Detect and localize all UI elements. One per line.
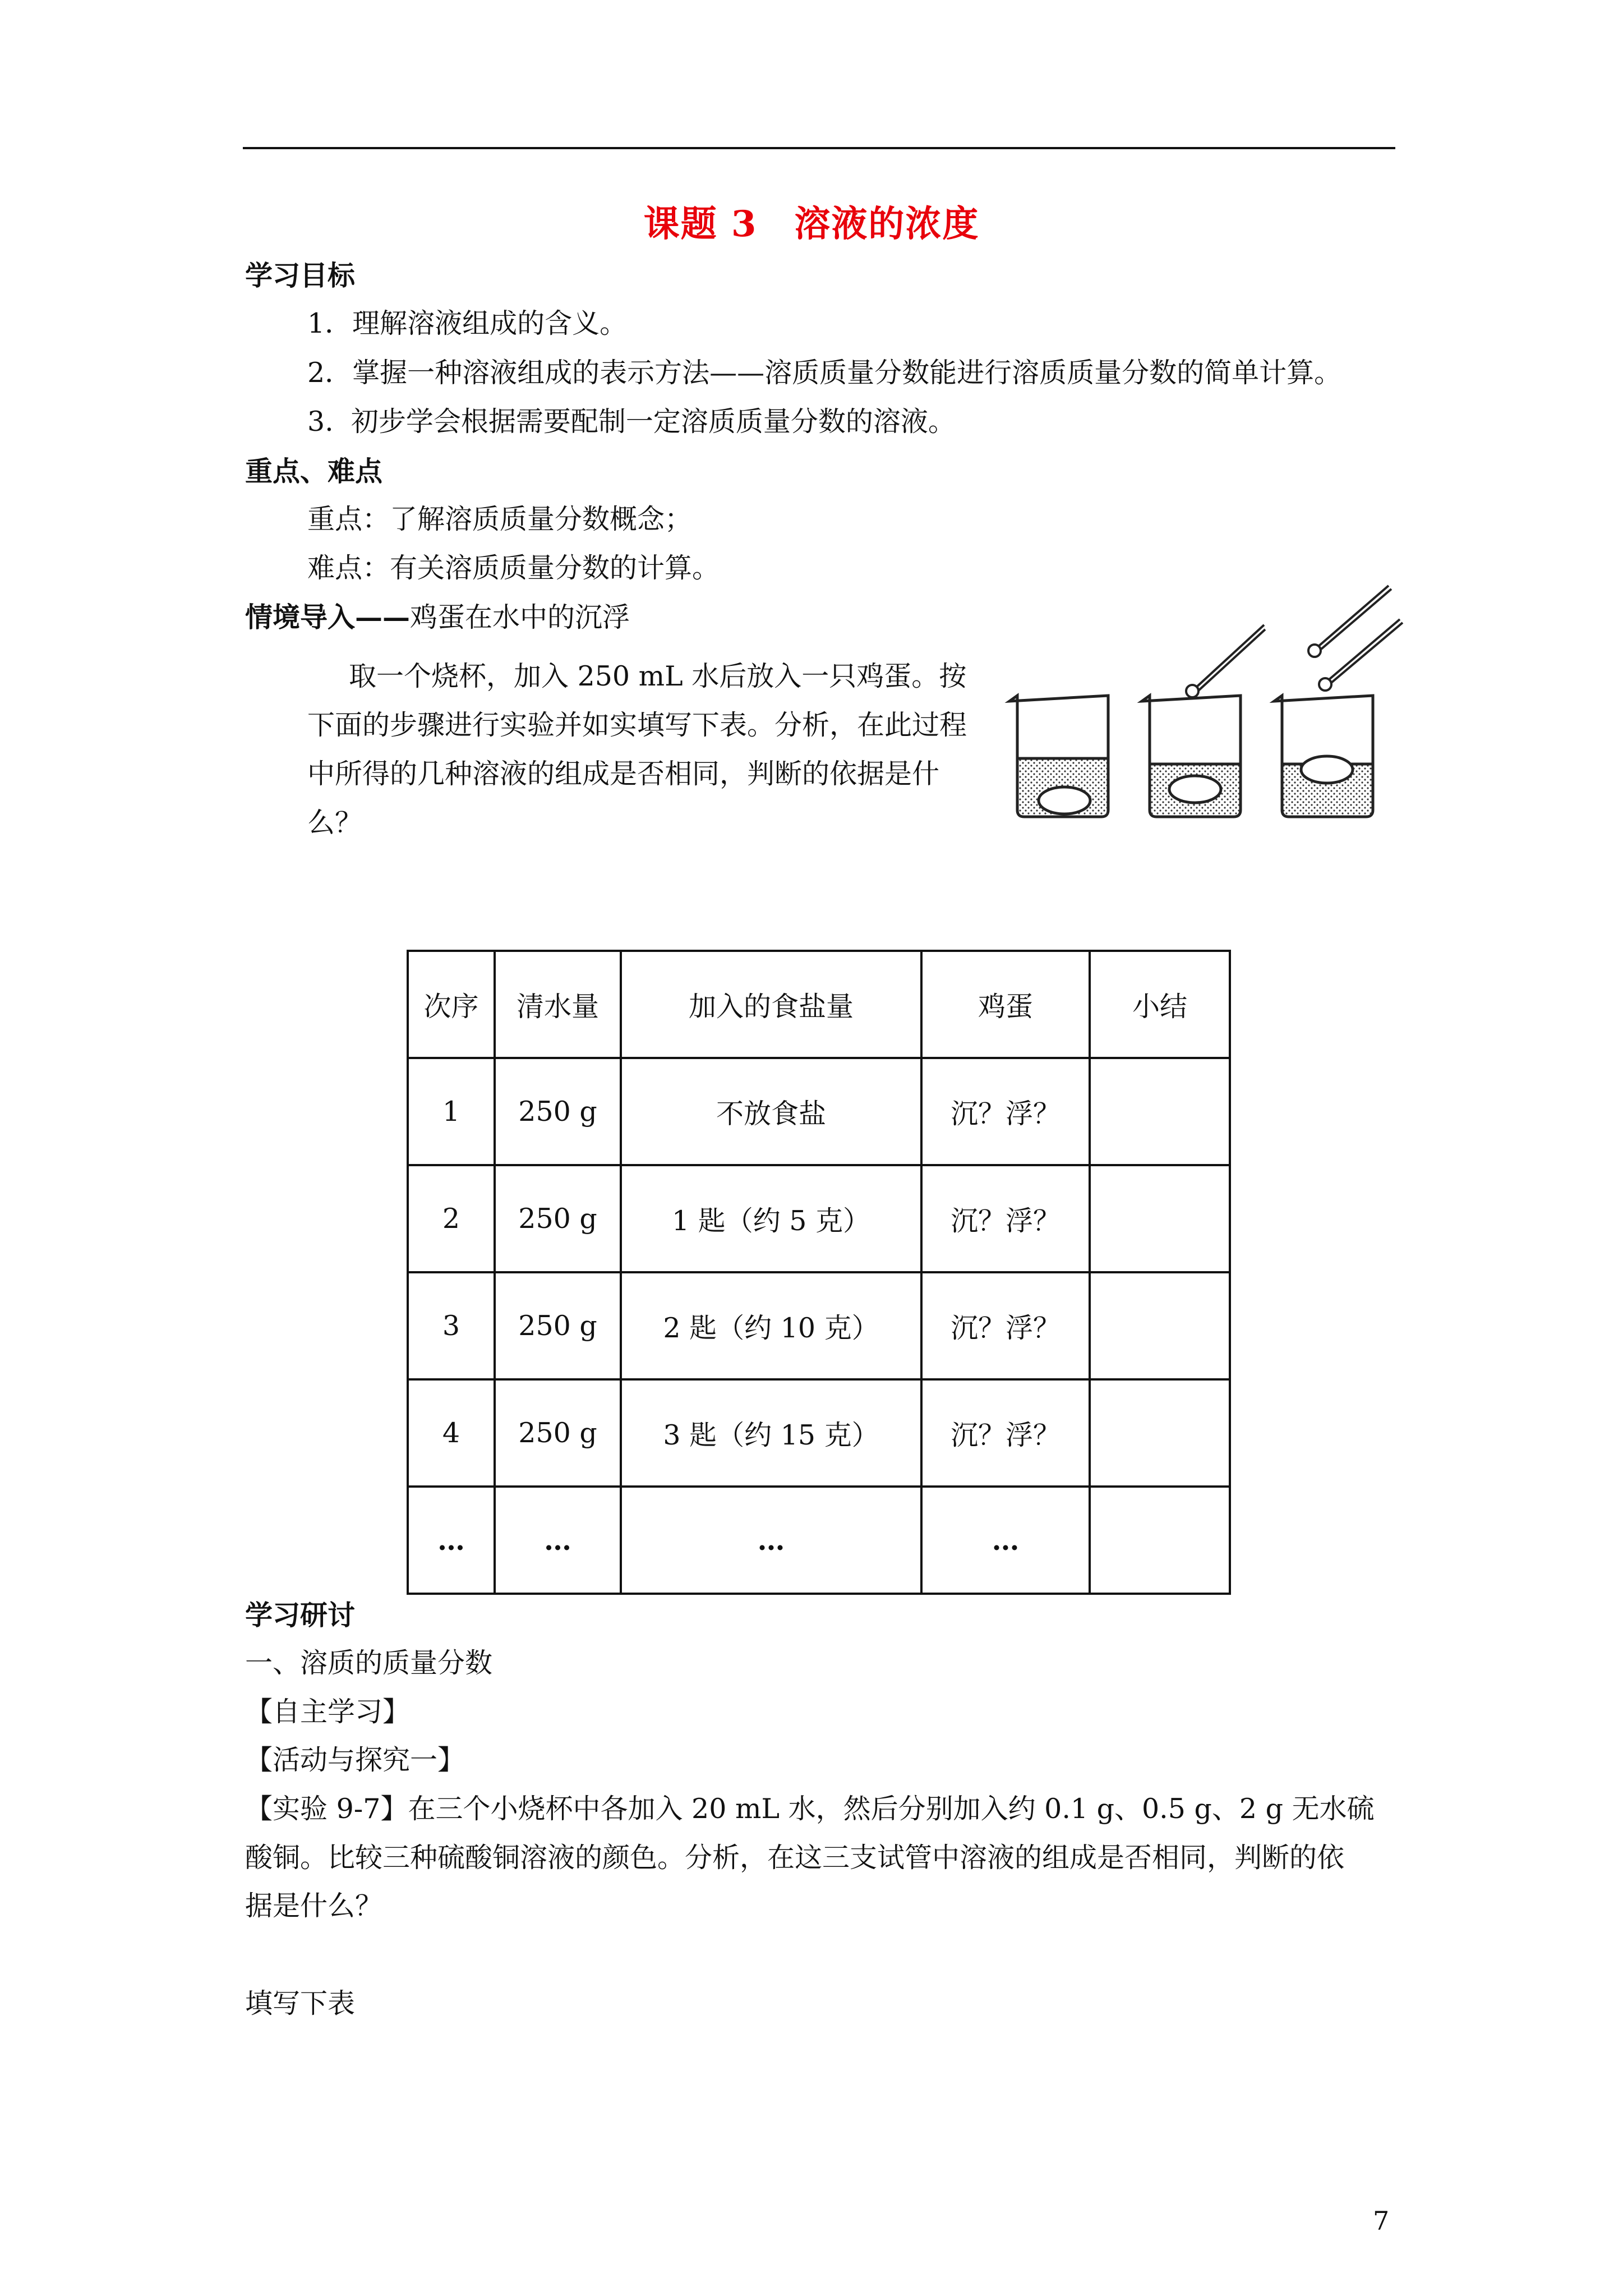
objective-item-3: 3. 初步学会根据需要配制一定溶质质量分数的溶液。: [307, 406, 956, 438]
self-study-label: 【自主学习】: [245, 1696, 411, 1728]
experiment-line-2: 酸铜。比较三种硫酸铜溶液的颜色。分析，在这三支试管中溶液的组成是否相同，判断的依: [245, 1842, 1345, 1874]
spoon-3: [1319, 619, 1403, 691]
table-cell: [1090, 1165, 1230, 1272]
table-cell: 250 g: [495, 1165, 621, 1272]
table-row: [408, 1487, 1230, 1594]
table-cell: 250 g: [495, 1058, 621, 1165]
scenario-heading: 情境导入——: [245, 601, 411, 633]
header-rule: [243, 147, 1395, 149]
table-cell: 250 g: [495, 1272, 621, 1379]
table-row: [408, 1272, 1230, 1379]
table-cell: [1090, 1487, 1230, 1594]
fill-table-label: 填写下表: [245, 1987, 356, 2019]
objectives-heading: 学习目标: [245, 259, 356, 292]
table-cell: 250 g: [495, 1379, 621, 1487]
table-header-row: [408, 951, 1230, 1058]
table-cell: [1090, 1272, 1230, 1379]
beaker-1: [1009, 696, 1108, 817]
table-cell: …: [921, 1487, 1090, 1594]
scenario-subtitle: 鸡蛋在水中的沉浮: [410, 601, 630, 633]
page-number: 7: [1373, 2206, 1390, 2236]
table-cell: 不放食盐: [621, 1058, 921, 1165]
table-row: [408, 1058, 1230, 1165]
header-salt: 加入的食盐量: [621, 951, 921, 1058]
experiment-line-3: 据是什么？: [245, 1890, 383, 1922]
activity-label: 【活动与探究一】: [245, 1744, 465, 1776]
table-cell: 2 匙（约 10 克）: [621, 1272, 921, 1379]
scenario-text-block: [307, 652, 980, 847]
table-row: [408, 1379, 1230, 1487]
scenario-text: 取一个烧杯，加入 250 mL 水后放入一只鸡蛋。按下面的步骤进行实验并如实填写下表。分析，在此过程中所得的几种溶液的组成是否相同，判断的依据是什么？: [307, 660, 967, 839]
header-order: 次序: [408, 951, 495, 1058]
table-row: [408, 1165, 1230, 1272]
study-heading: 学习研讨: [245, 1599, 356, 1631]
header-summary: 小结: [1090, 951, 1230, 1058]
table-cell: 3: [408, 1272, 495, 1379]
table-cell: …: [408, 1487, 495, 1594]
spoon-2: [1308, 586, 1391, 657]
key-points-heading: 重点、难点: [245, 455, 383, 487]
header-water: 清水量: [495, 951, 621, 1058]
objective-item-2: 2．掌握一种溶液组成的表示方法——溶质质量分数能进行溶质质量分数的简单计算。: [307, 357, 1342, 389]
table-cell: 沉？浮？: [921, 1379, 1090, 1487]
table-cell: 2: [408, 1165, 495, 1272]
table-cell: 1 匙（约 5 克）: [621, 1165, 921, 1272]
beaker-egg-illustration: [1002, 585, 1411, 826]
table-cell: 1: [408, 1058, 495, 1165]
header-egg: 鸡蛋: [921, 951, 1090, 1058]
beaker-3: [1274, 696, 1373, 817]
egg-experiment-table: [407, 950, 1231, 1595]
table-cell: 沉？浮？: [921, 1058, 1090, 1165]
table-cell: [1090, 1058, 1230, 1165]
table-cell: 4: [408, 1379, 495, 1487]
table-cell: 3 匙（约 15 克）: [621, 1379, 921, 1487]
beaker-2: [1142, 696, 1241, 817]
table-cell: …: [495, 1487, 621, 1594]
section-1-heading: 一、溶质的质量分数: [245, 1647, 493, 1679]
key-point: 重点：了解溶质质量分数概念；: [307, 503, 693, 535]
experiment-line-1: 【实验 9-7】在三个小烧杯中各加入 20 mL 水，然后分别加入约 0.1 g、0.5 g、2 g 无水硫: [245, 1793, 1375, 1825]
table-cell: 沉？浮？: [921, 1165, 1090, 1272]
spoon-1: [1186, 625, 1265, 697]
scenario-heading-line: [245, 600, 630, 634]
page-title: 课题 3 溶液的浓度: [643, 203, 980, 245]
table-cell: [1090, 1379, 1230, 1487]
table-cell: 沉？浮？: [921, 1272, 1090, 1379]
objective-item-1: 1．理解溶液组成的含义。: [307, 307, 628, 339]
difficult-point: 难点：有关溶质质量分数的计算。: [307, 552, 720, 584]
table-cell: …: [621, 1487, 921, 1594]
